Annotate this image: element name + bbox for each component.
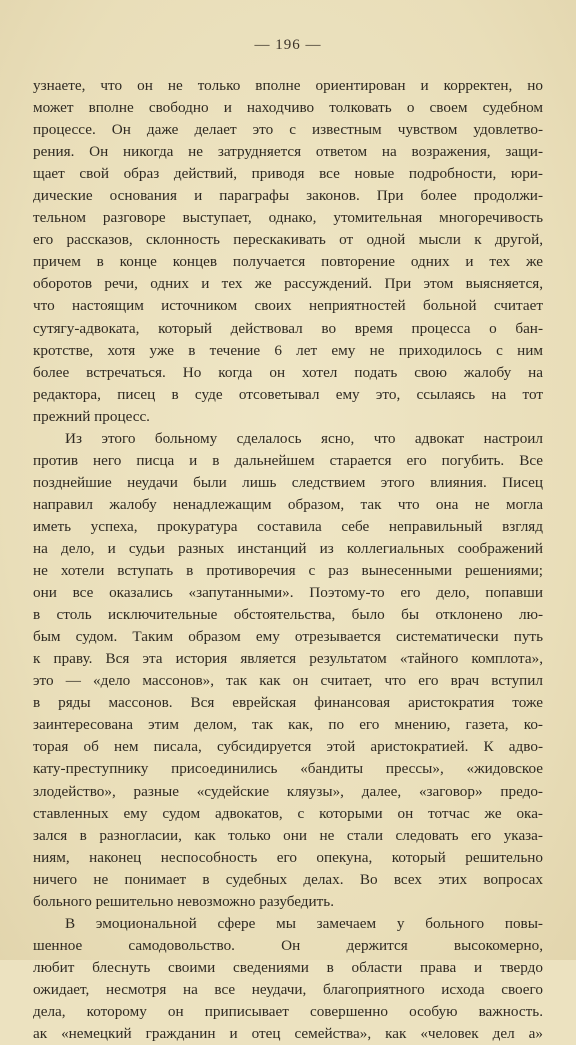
text-line: шенное самодовольство. Он держится высокомерно,	[33, 936, 543, 954]
text-line: рения. Он никогда не затрудняется ответом на возражения, защи-	[33, 143, 543, 161]
text-line: сутягу-адвоката, который действовал во время процесса о бан-	[33, 319, 543, 337]
text-line: дические основания и параграфы законов. При более продолжи-	[33, 187, 543, 205]
text-line: узнаете, что он не только вполне ориентирован и корректен, но	[33, 77, 543, 94]
text-line: кату-преступнику присоединились «бандиты прессы», «жидовское	[33, 760, 543, 778]
text-line: более встречаться. Но когда он хотел подать свою жалобу на	[33, 363, 543, 381]
text-line: не хотели вступать в противоречия с раз вынесенными решениями;	[33, 562, 543, 580]
text-line: причем в конце концев получается повторение одних и тех же	[33, 253, 543, 271]
text-line: может вполне свободно и находчиво толковать о своем судебном	[33, 99, 543, 117]
text-line: позднейшие неудачи были лишь следствием этого влияния. Писец	[33, 473, 543, 491]
text-line: на дело, и судьи разных инстанций из коллегиальных соображений	[33, 539, 543, 557]
text-line: в столь исключительные обстоятельства, было бы отклонено лю-	[33, 606, 543, 624]
text-line: ниям, наконец неспособность его опекуна, который решительно	[33, 848, 543, 866]
text-line: дела, которому он приписывает совершенно особую важность.	[33, 1002, 543, 1020]
text-line: ставленных ему судом адвокатов, с которыми он тотчас же ока-	[33, 804, 543, 822]
text-line: бым судом. Таким образом ему отрезывается систематически путь	[33, 628, 543, 646]
text-line: заинтересована этим делом, так как, по его мнению, газета, ко-	[33, 716, 543, 734]
text-line: редактора, писец в суде отсоветывал ему это, ссылаясь на тот	[33, 385, 543, 403]
text-line: в ряды массонов. Вся еврейская финансовая аристократия тоже	[33, 694, 543, 712]
text-line: зался в разногласии, как только они не стали следовать его указа-	[33, 826, 543, 844]
text-line: это — «дело массонов», так как он считает, что его врач вступил	[33, 672, 543, 690]
text-line: любит блеснуть своими сведениями в области права и твердо	[33, 958, 543, 976]
text-line: торая об нем писала, субсидируется этой аристократией. К адво-	[33, 738, 543, 756]
text-line: ничего не понимает в судебных делах. Во всех этих вопросах	[33, 870, 543, 888]
text-line: больного решительно невозможно разубедить.	[33, 892, 334, 910]
text-line: кротстве, хотя уже в течение 6 лет ему не приходилось с ним	[33, 341, 543, 359]
text-line: В эмоциональной сфере мы замечаем у больного повы-	[65, 914, 543, 932]
text-line: щает свой образ действий, приводя все новые подробности, юри-	[33, 165, 543, 183]
text-line: что настоящим источником своих неприятностей больной считает	[33, 297, 543, 315]
text-line: злодейство», разные «судейские кляузы», далее, «заговор» предо-	[33, 782, 543, 800]
text-line: оборотов речи, одних и тех же рассуждений. При этом выясняется,	[33, 275, 543, 293]
body-text	[33, 75, 543, 1045]
text-line: против него писца и в дальнейшем старается его погубить. Все	[33, 451, 543, 469]
text-line: прежний процесс.	[33, 407, 150, 425]
text-line: процессе. Он даже делает это с известным чувством удовлетво-	[33, 121, 543, 139]
text-line: к праву. Вся эта история является результатом «тайного комплота»,	[33, 650, 543, 668]
text-line: направил жалобу ненадлежащим образом, так что она не могла	[33, 495, 543, 513]
text-line: иметь успеха, прокуратура составила себе неправильный взгляд	[33, 517, 543, 535]
text-line: ак «немецкий гражданин и отец семейства», как «человек дел а»	[33, 1025, 543, 1043]
text-line: Из этого больному сделалось ясно, что адвокат настроил	[65, 429, 543, 447]
text-line: ожидает, несмотря на все неудачи, благоприятного исхода своего	[33, 980, 543, 998]
page-number: — 196 —	[254, 37, 322, 53]
text-line: тельном разговоре выступает, однако, утомительная многоречивость	[33, 209, 543, 227]
text-line: его рассказов, склонность перескакивать от одной мысли к другой,	[33, 231, 543, 249]
text-line: они все оказались «запутанными». Поэтому-то его дело, попавши	[33, 584, 543, 602]
